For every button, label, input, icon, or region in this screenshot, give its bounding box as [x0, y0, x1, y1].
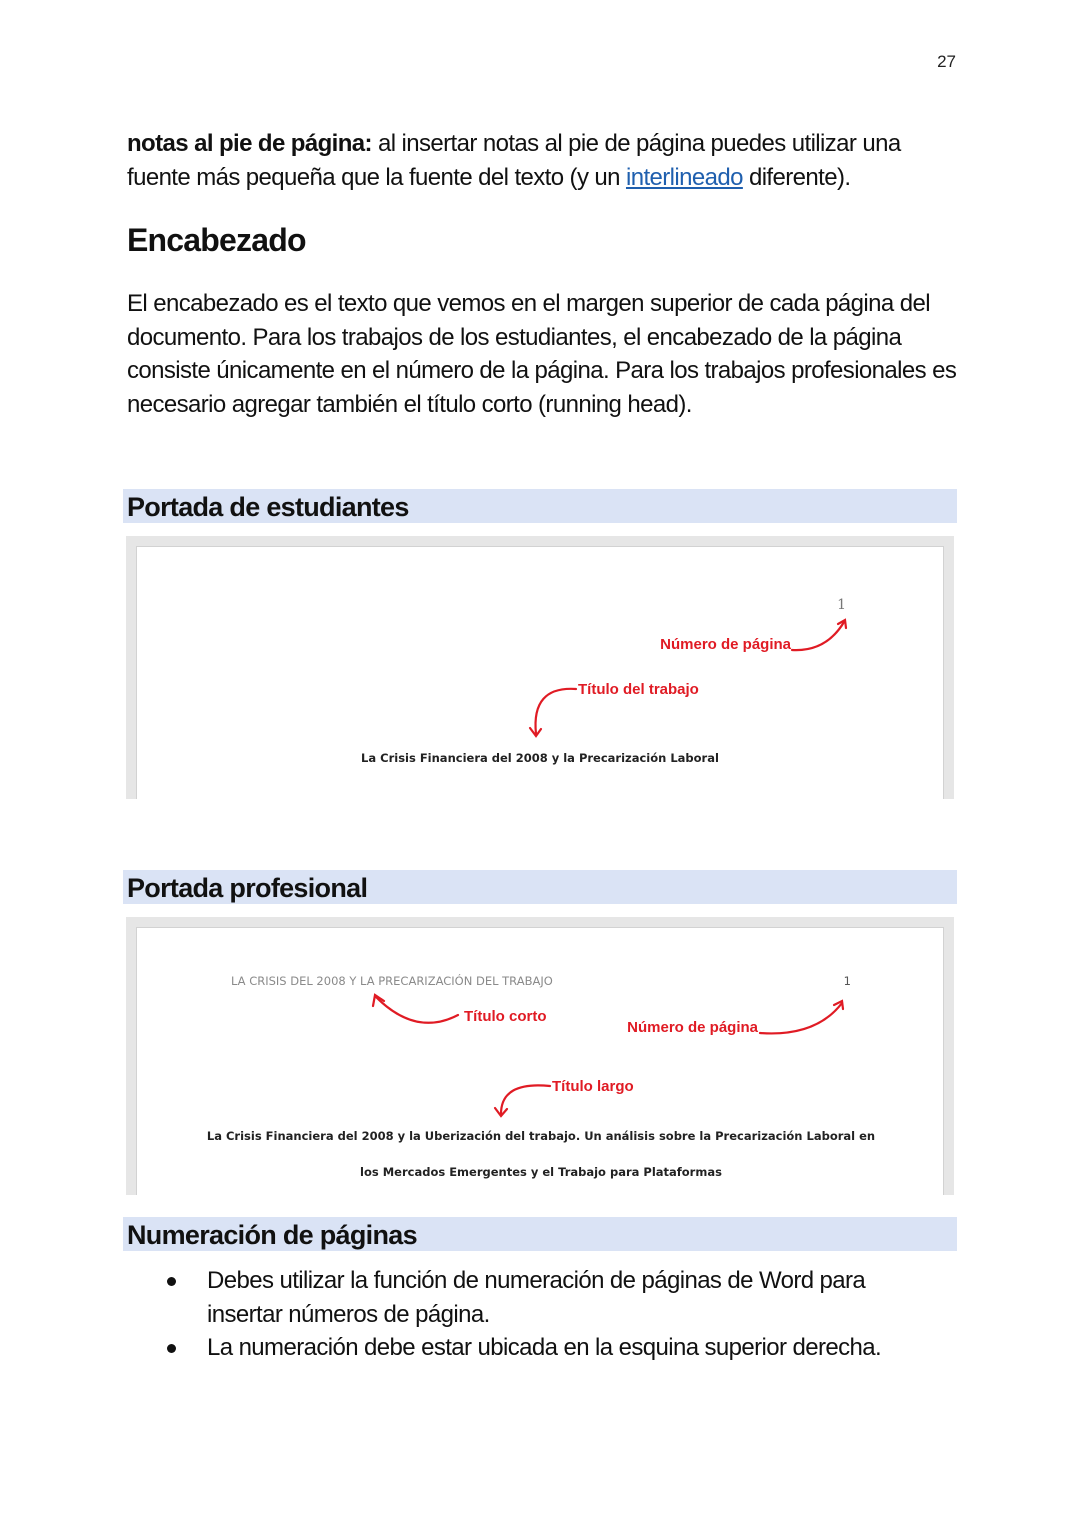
footnote-paragraph [127, 127, 959, 194]
professional-long-title-line2: los Mercados Emergentes y el Trabajo para Plataformas [360, 1165, 722, 1179]
professional-label-page-number: Número de página [627, 1019, 758, 1036]
professional-cover-annotations [126, 917, 954, 1195]
professional-cover-screenshot [126, 917, 954, 1195]
student-document-title: La Crisis Financiera del 2008 y la Precarización Laboral [361, 751, 719, 765]
footnote-text-before: al insertar notas al pie de página puedes utilizar una fuente más pequeña que la fuente del texto (y un [127, 130, 901, 191]
professional-short-title-arrow [376, 997, 458, 1023]
bullet-icon [167, 1344, 176, 1353]
student-cover-heading-band [123, 489, 957, 523]
student-cover-heading: Portada de estudiantes [127, 492, 409, 522]
student-label-page-number: Número de página [660, 636, 791, 653]
numbering-heading-band [123, 1217, 957, 1251]
header-paragraph: El encabezado es el texto que vemos en el margen superior de cada página del documento. Para los trabajos de los estudiantes, el encabezado de la página consiste únicamente en el número de la página. Para los trabajos profesionales es necesario agregar también el título corto (running head). [127, 290, 957, 418]
student-cover-annotations [126, 536, 954, 799]
professional-label-short-title: Título corto [464, 1008, 547, 1025]
professional-page-num: 1 [843, 974, 851, 988]
bullet-text: Debes utilizar la función de numeración de páginas de Word para insertar números de página. [207, 1267, 866, 1328]
list-item [127, 1331, 927, 1365]
student-page-num: 1 [837, 597, 846, 613]
professional-page-number-arrow [760, 1003, 842, 1033]
professional-cover-heading-band [123, 870, 957, 904]
footnote-text-after: diferente). [742, 163, 851, 191]
professional-long-title-line1: La Crisis Financiera del 2008 y la Uberización del trabajo. Un análisis sobre la Precarización Laboral en [206, 1129, 876, 1143]
student-page-number-arrow [792, 622, 844, 650]
professional-label-long-title: Título largo [552, 1078, 634, 1095]
student-label-title: Título del trabajo [578, 681, 699, 698]
student-title-arrow [536, 689, 577, 734]
professional-cover-heading: Portada profesional [127, 873, 368, 903]
professional-long-title-arrow [501, 1085, 550, 1114]
professional-running-head: LA CRISIS DEL 2008 Y LA PRECARIZACIÓN DEL TRABAJO [231, 974, 553, 988]
numbering-heading: Numeración de páginas [127, 1220, 417, 1250]
bullet-icon [167, 1277, 176, 1286]
student-cover-screenshot [126, 536, 954, 799]
heading-encabezado: Encabezado [127, 222, 306, 258]
list-item [127, 1264, 927, 1331]
interlineado-link[interactable]: interlineado [625, 163, 743, 191]
footnote-term: notas al pie de página: [127, 130, 372, 157]
page-number: 27 [937, 52, 956, 71]
numbering-bullet-list [127, 1264, 927, 1365]
bullet-text: La numeración debe estar ubicada en la esquina superior derecha. [207, 1334, 882, 1361]
